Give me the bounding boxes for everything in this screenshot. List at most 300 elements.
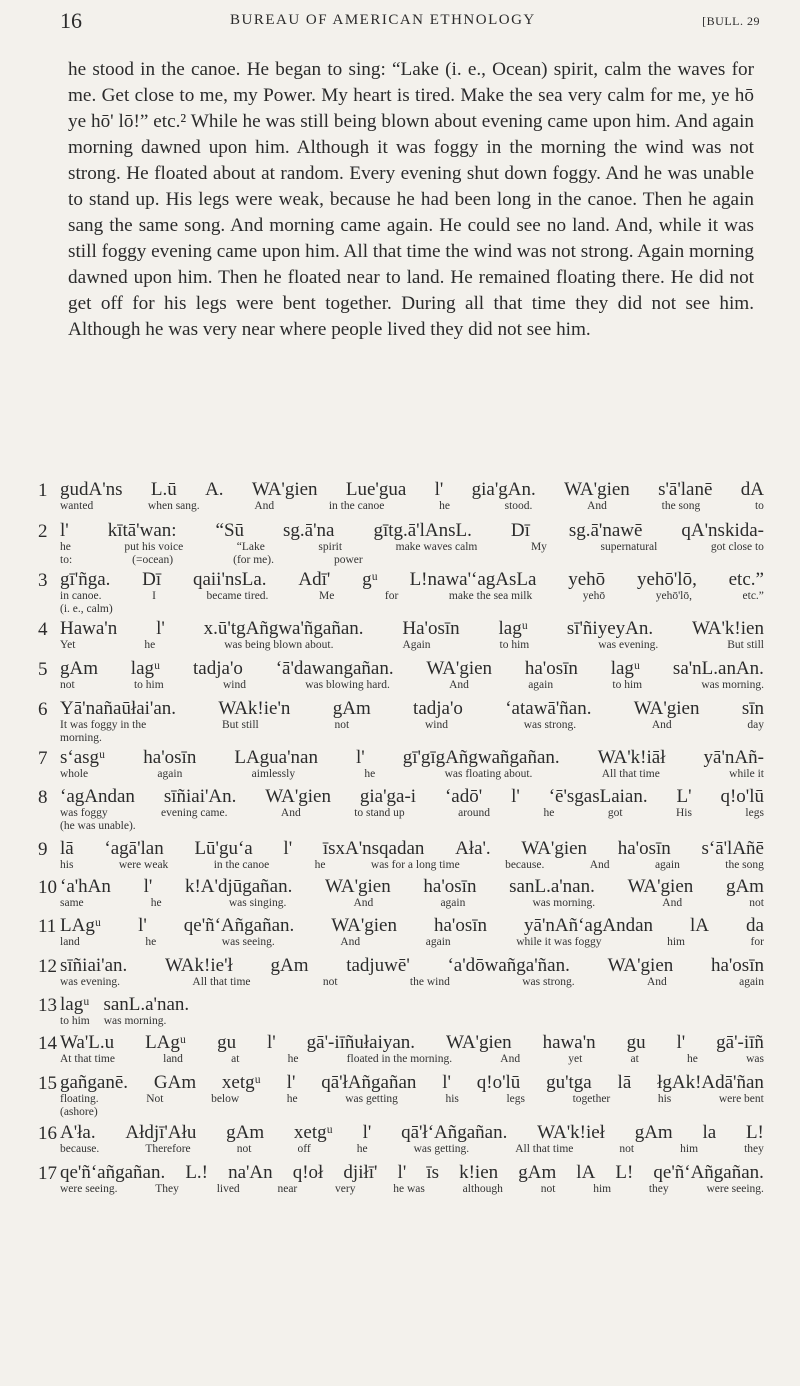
gloss-row [60,500,764,513]
native-text-row [60,521,764,541]
native-word: gā'-iīñ [716,1032,764,1053]
native-word: l' [138,915,147,936]
native-word: gᵘ [362,569,378,590]
gloss-word: was strong. [523,719,577,731]
native-word: WA'gien [446,1032,512,1053]
gloss-word: And [587,500,607,512]
line-number: 8 [38,787,48,808]
interlinear-line [38,877,764,916]
native-word: qaii'nsLa. [192,569,267,590]
native-word: ‘adō' [444,786,483,807]
gloss-word: to him [133,679,164,691]
native-word: sanL.a'nan. [103,994,190,1015]
gloss-word: while it [729,768,764,780]
gloss-row [60,807,764,820]
native-word: s‘asgᵘ [60,747,106,768]
interlinear-line [38,839,764,877]
native-word: ‘atawā'ñan. [505,698,592,719]
gloss-word: in the canoe [328,500,385,512]
line-number: 3 [38,570,48,591]
gloss-word: was floating about. [444,768,533,780]
native-word: L! [745,1122,764,1143]
native-word: ha'osīn [423,876,477,897]
gloss-word: the song [661,500,701,512]
gloss-word: he [60,541,71,553]
gloss-word: was morning. [701,679,764,691]
gloss-continuation-word: (i. e., calm) [60,603,113,615]
gloss-word: his [657,1093,672,1105]
native-word: ‘agAndan [60,786,135,807]
native-word: WA'gien [564,479,630,500]
bulletin-number: [BULL. 29 [702,14,760,28]
native-text-row [60,659,764,679]
gloss-word: legs [506,1093,525,1105]
gloss-word: became tired. [206,590,269,602]
native-word: gu'tga [546,1072,592,1093]
line-number: 5 [38,659,48,680]
gloss-word: At that time [60,1053,115,1065]
native-word: lagᵘ [498,618,528,639]
gloss-word: very [335,1183,356,1195]
gloss-word: were seeing. [706,1183,764,1195]
native-text-row [60,1123,764,1143]
gloss-word: lived [216,1183,240,1195]
interlinear-line [38,699,764,748]
gloss-word: he [543,807,555,819]
native-word: A. [205,479,224,500]
native-word: LAgᵘ [60,915,102,936]
gloss-word: at [630,1053,639,1065]
native-word: WA'gien [325,876,391,897]
native-word: da [746,915,764,936]
native-word: lā [60,838,74,859]
gloss-word: he [287,1053,299,1065]
translation-paragraph: he stood in the canoe. He began to sing: “Lake (i. e., Ocean) spirit, calm the waves for me. Get close to me, my Power. My heart is tired. Make the sea very calm for me, ye hō ye hō' lō!” etc.² While he was still being blown about evening came upon him. And again morning dawned upon him. Although it was foggy in the morning the wind was not strong. He floated about at random. Every evening shut down foggy. And he was unable to stand up. His legs were weak, because he had been long in the canoe. Then he again sang the same song. And morning came again. He could see no land. And, while it was still foggy evening came upon him. All that time the wind was not strong. Again morning dawned upon him. Then he floated near to land. He remained floating there. He did not get off for his legs were bent together. During all that time they did not see him. Although he was very near where people lived they did not see him. [68,59,754,340]
gloss-word: he [687,1053,698,1065]
native-text-row [60,1073,764,1093]
gloss-word: etc.” [742,590,764,602]
interlinear-line [38,570,764,619]
native-word: l' [156,618,165,639]
native-word: Dī [142,569,162,590]
native-word: WA'gien [607,955,674,976]
gloss-continuation [60,1106,764,1119]
native-text-row [60,877,764,897]
gloss-word: him [593,1183,612,1195]
gloss-row [60,1093,764,1106]
native-word: “Sū [215,520,245,541]
line-number: 12 [38,956,57,977]
native-word: lA [690,915,710,936]
native-word: Yā'nañaūłai'an. [60,698,177,719]
gloss-word: was blowing hard. [305,679,390,691]
gloss-row [60,590,764,603]
gloss-word: again [654,859,680,871]
native-word: tadjuwē' [346,955,410,976]
native-word: qe'ñ‘Añgañan. [653,1162,764,1183]
interlinear-line [38,521,764,570]
gloss-word: make waves calm [395,541,478,553]
line-number: 13 [38,995,57,1016]
gloss-word: off [297,1143,311,1155]
native-word: gAm [518,1162,557,1183]
gloss-word: spirit [318,541,343,553]
interlinear-line [38,748,764,787]
gloss-word: not [749,897,764,909]
gloss-word: he [144,639,156,651]
native-word: yā'nAñ‘agAndan [524,915,654,936]
gloss-word: he [286,1093,298,1105]
native-text-row [60,1163,764,1183]
gloss-word: whole [60,768,89,780]
gloss-word: was seeing. [221,936,275,948]
native-word: WAk!ie'ł [164,955,233,976]
gloss-row [60,719,764,732]
native-word: qe'ñ‘añgañan. [60,1162,166,1183]
gloss-word: was for a long time [370,859,460,871]
native-word: qA'nskida- [681,520,764,541]
gloss-continuation [60,820,764,833]
native-word: Hawa'n [60,618,118,639]
native-word: L' [676,786,692,807]
native-text-row [60,748,764,768]
native-word: l' [267,1032,276,1053]
native-word: WAk!ie'n [218,698,291,719]
gloss-word: And [280,807,301,819]
gloss-word: And [353,897,374,909]
gloss-word: land [60,936,80,948]
native-word: ‘agā'lan [104,838,164,859]
gloss-word: same [60,897,84,909]
gloss-word: All that time [192,976,251,988]
gloss-continuation-word: morning. [60,732,102,744]
gloss-word: It was foggy in the [60,719,147,731]
gloss-word: to him [499,639,530,651]
native-word: WA'gien [633,698,700,719]
native-word: gudA'ns [60,479,123,500]
native-word: sg.ā'nawē [568,520,643,541]
gloss-word: he [356,1143,368,1155]
native-word: ha'osīn [433,915,488,936]
native-word: GAm [153,1072,197,1093]
native-word: na'An [228,1162,273,1183]
native-word: ha'osīn [710,955,764,976]
native-text-row [60,956,764,976]
native-word: l' [283,838,293,859]
line-number: 14 [38,1033,57,1054]
interlinear-line [38,1163,764,1203]
gloss-continuation-word: (for me). [233,554,274,566]
native-word: sīñiai'An. [163,786,237,807]
native-word: WA'k!ien [691,618,764,639]
native-word: gītg.ā'lAnsL. [373,520,472,541]
interlinear-line [38,1123,764,1163]
gloss-word: although [462,1183,503,1195]
native-word: lā [617,1072,632,1093]
gloss-word: And [662,897,683,909]
native-word: gia'ga-i [359,786,417,807]
native-text-row [60,995,764,1015]
gloss-continuation-word: (ashore) [60,1106,98,1118]
gloss-word: was getting. [413,1143,470,1155]
native-text-row [60,619,764,639]
gloss-word: Me [318,590,335,602]
gloss-word: Therefore [145,1143,191,1155]
gloss-word: while it was foggy [516,936,602,948]
native-word: k!ien [459,1162,499,1183]
native-word: sī'ñiyeyAn. [566,618,654,639]
gloss-word: he [364,768,376,780]
gloss-word: him [667,936,685,948]
native-text-row [60,916,764,936]
gloss-word: And [254,500,275,512]
english-translation [68,57,754,343]
line-number: 16 [38,1123,57,1144]
gloss-word: And [651,719,672,731]
gloss-row [60,1183,764,1196]
gloss-word: was getting [345,1093,398,1105]
gloss-word: below [211,1093,240,1105]
native-word: Adī' [298,569,331,590]
gloss-word: in the canoe [213,859,270,871]
gloss-word: got [607,807,623,819]
native-word: l' [60,520,69,541]
gloss-word: “Lake [236,541,265,553]
gloss-row [60,768,764,781]
gloss-word: in canoe. [60,590,102,602]
interlinear-line [38,995,764,1033]
gloss-word: I [152,590,156,602]
gloss-word: was morning. [103,1015,167,1027]
native-word: WA'gien [331,915,397,936]
page-number: 16 [60,8,82,33]
gloss-word: All that time [515,1143,574,1155]
native-word: tadja'o [413,698,463,719]
gloss-word: was evening. [598,639,659,651]
native-word: q!oł [292,1162,324,1183]
gloss-word: again [157,768,183,780]
interlinear-text [38,480,764,1203]
gloss-word: for [750,936,764,948]
native-word: djiłī' [343,1162,378,1183]
native-word: kītā'wan: [107,520,177,541]
gloss-word: was morning. [532,897,596,909]
line-number: 17 [38,1163,57,1184]
gloss-word: because. [505,859,545,871]
native-word: gā'-iīñułaiyan. [306,1032,416,1053]
gloss-word: were bent [718,1093,764,1105]
gloss-word: His [675,807,692,819]
gloss-word: was singing. [228,897,287,909]
native-word: dA [740,479,764,500]
native-word: WA'k!iāł [597,747,666,768]
interlinear-line [38,787,764,839]
native-word: yehō [568,569,606,590]
gloss-word: land [163,1053,183,1065]
gloss-word: stood. [504,500,533,512]
native-word: A'ła. [60,1122,96,1143]
gloss-word: not [60,679,75,691]
gloss-continuation-word: (he was unable). [60,820,136,832]
native-word: etc.” [728,569,764,590]
gloss-word: he was [393,1183,425,1195]
native-word: tadja'o [193,658,243,679]
native-word: yā'nAñ- [703,747,764,768]
gloss-word: wanted [60,500,94,512]
gloss-word: were weak [118,859,169,871]
gloss-word: was being blown about. [224,639,334,651]
native-word: WA'gien [265,786,331,807]
native-word: q!o'lū [720,786,764,807]
running-head: BUREAU OF AMERICAN ETHNOLOGY [230,12,536,28]
native-text-row [60,480,764,500]
gloss-word: yet [568,1053,583,1065]
native-word: gia'gAn. [471,479,536,500]
gloss-word: floated in the morning. [346,1053,453,1065]
line-number: 10 [38,877,57,898]
native-word: L.ū [150,479,177,500]
native-word: WA'gien [627,876,694,897]
native-word: l' [676,1032,686,1053]
gloss-word: not [322,976,338,988]
gloss-word: make the sea milk [448,590,533,602]
native-word: qā'ł‘Añgañan. [401,1122,508,1143]
gloss-word: to [754,500,764,512]
native-word: gAm [725,876,764,897]
native-word: sg.ā'na [283,520,335,541]
native-word: gañganē. [60,1072,129,1093]
native-word: lagᵘ [610,658,641,679]
gloss-word: to him [612,679,643,691]
gloss-word: to him [60,1015,90,1027]
gloss-word: My [530,541,547,553]
line-number: 1 [38,480,48,501]
gloss-word: he [439,500,450,512]
gloss-word: not [540,1183,556,1195]
gloss-word: aimlessly [251,768,296,780]
gloss-continuation [60,554,764,567]
gloss-word: Yet [60,639,76,651]
interlinear-line [38,956,764,995]
native-word: Ała'. [455,838,491,859]
gloss-word: the wind [409,976,450,988]
line-number: 9 [38,839,48,860]
native-word: gAm [226,1122,265,1143]
native-word: ‘a'hAn [60,876,111,897]
gloss-word: was [746,1053,764,1065]
gloss-word: evening came. [161,807,228,819]
gloss-word: again [528,679,554,691]
gloss-row [60,936,764,949]
gloss-word: All that time [601,768,660,780]
gloss-word: they [744,1143,764,1155]
native-word: s‘ā'lAñē [701,838,764,859]
native-word: la [702,1122,717,1143]
gloss-word: Again [402,639,431,651]
native-word: k!A'djūgañan. [184,876,293,897]
native-word: Ha'osīn [402,618,460,639]
gloss-word: he [314,859,326,871]
native-text-row [60,787,764,807]
gloss-word: got close to [710,541,764,553]
native-word: Dī [510,520,530,541]
gloss-row [60,1015,764,1028]
native-word: LAgua'nan [234,747,318,768]
native-word: L!nawa'‘agAsLa [409,569,537,590]
gloss-word: they [648,1183,669,1195]
native-word: ‘ē'sgasLaian. [548,786,648,807]
native-word: LAgᵘ [145,1032,187,1053]
native-word: l' [511,786,520,807]
native-word: WA'gien [521,838,588,859]
native-word: sīn [741,698,764,719]
gloss-word: wind [222,679,246,691]
gloss-word: him [680,1143,699,1155]
gloss-row [60,639,764,652]
gloss-word: together [572,1093,611,1105]
native-word: qe'ñ‘Añgañan. [183,915,295,936]
gloss-row [60,541,764,554]
gloss-word: his [445,1093,459,1105]
native-word: qā'łAñgañan [321,1072,417,1093]
gloss-word: wind [424,719,448,731]
native-word: sīñiai'an. [60,955,128,976]
gloss-row [60,897,764,910]
native-word: hawa'n [542,1032,596,1053]
gloss-word: But still [221,719,259,731]
gloss-word: again [425,936,451,948]
gloss-continuation-word: (=ocean) [132,554,174,566]
native-word: ‘ā'dawangañan. [275,658,394,679]
native-word: l' [355,747,365,768]
native-text-row [60,699,764,719]
native-word: L.! [185,1162,208,1183]
native-word: lagᵘ [130,658,161,679]
native-word: xetgᵘ [293,1122,333,1143]
gloss-continuation-word: to: [60,554,73,566]
native-word: gAm [634,1122,673,1143]
native-word: īs [426,1162,440,1183]
native-word: gAm [60,658,98,679]
gloss-row [60,1053,764,1066]
native-word: l' [442,1072,451,1093]
gloss-continuation-word: power [333,554,363,566]
native-word: Wa'L.u [60,1032,115,1053]
native-word: x.ū'tgAñgwa'ñgañan. [203,618,364,639]
native-word: q!o'lū [476,1072,521,1093]
interlinear-line [38,480,764,521]
native-text-row [60,570,764,590]
interlinear-line [38,659,764,699]
interlinear-line [38,1033,764,1073]
native-word: yehō'lō, [636,569,697,590]
native-word: xetgᵘ [221,1072,261,1093]
native-word: l' [286,1072,296,1093]
gloss-word: to stand up [354,807,405,819]
native-word: ha'osīn [143,747,197,768]
native-word: l' [434,479,444,500]
native-word: łgAk!Adā'ñan [657,1072,764,1093]
native-word: gAm [332,698,371,719]
native-word: ha'osīn [524,658,578,679]
interlinear-line [38,916,764,956]
native-word: gu [626,1032,646,1053]
native-word: WA'gien [426,658,493,679]
native-word: WA'gien [251,479,318,500]
line-number: 2 [38,521,48,542]
gloss-word: floating. [60,1093,99,1105]
gloss-row [60,679,764,692]
